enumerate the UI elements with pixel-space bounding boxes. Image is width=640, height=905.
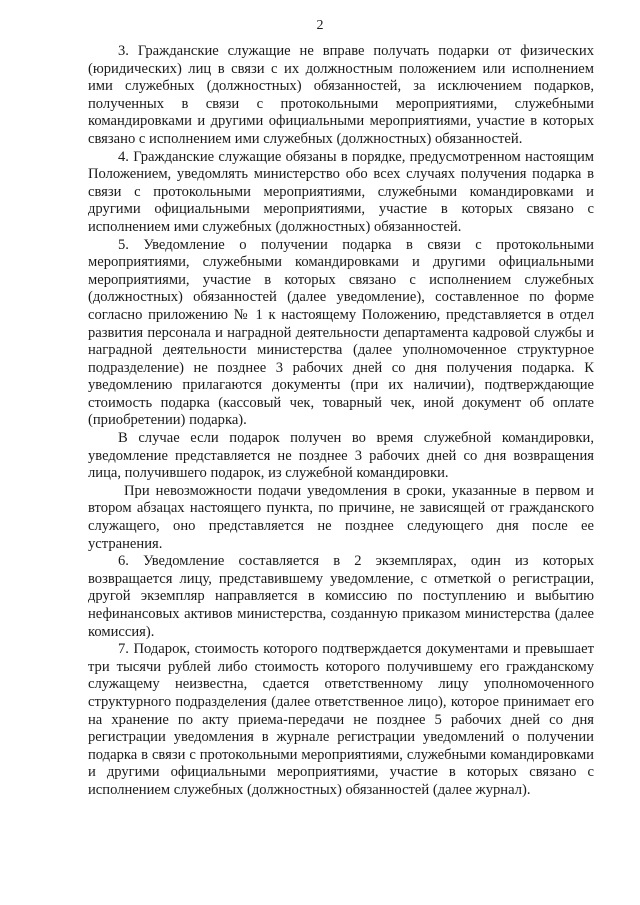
document-body [88,43,594,800]
paragraph-item-4: 4. Гражданские служащие обязаны в порядке, предусмотренном настоящим Положением, уведомлять министерство обо всех случаях получения подарка в связи с протокольными мероприятиями, служебными командировками и другими официальными мероприятиями, участие в которых связано с исполнением ими служебных (должностных) обязанностей. [88,148,594,235]
paragraph-item-7: 7. Подарок, стоимость которого подтверждается документами и превышает три тысячи рублей либо стоимость которого получившему его гражданскому служащему неизвестна, сдается ответственному лицу уполномоченного структурного подразделения (далее ответственное лицо), которое принимает его на хранение по акту приема-передачи не позднее 5 рабочих дней со дня регистрации уведомления в журнале регистрации уведомлений о получении подарка в связи с протокольными мероприятиями, служебными командировками и другими официальными мероприятиями, участие в которых связано с исполнением служебных (должностных) обязанностей (далее журнал). [88,641,594,798]
paragraph-item-5: 5. Уведомление о получении подарка в связи с протокольными мероприятиями, служебными командировками и другими официальными мероприятиями, участие в которых связано с исполнением служебных (должностных) обязанностей (далее уведомление), составленное по форме согласно приложению № 1 к настоящему Положению, представляется в отдел развития персонала и наградной деятельности департамента кадровой службы и наградной деятельности министерства (далее уполномоченное структурное подразделение) не позднее 3 рабочих дней со дня получения подарка. К уведомлению прилагаются документы (при их наличии), подтверждающие стоимость подарка (кассовый чек, товарный чек, иной документ об оплате (приобретении) подарка). [88,236,594,429]
page-number: 2 [316,18,324,33]
paragraph-business-trip: В случае если подарок получен во время служебной командировки, уведомление представляется не позднее 3 рабочих дней со дня возвращения лица, получившего подарок, из служебной командировки. [88,430,594,482]
paragraph-item-6: 6. Уведомление составляется в 2 экземплярах, один из которых возвращается лицу, представившему уведомление, с отметкой о регистрации, другой экземпляр направляется в комиссию по поступлению и выбытию нефинансовых активов министерства, созданную приказом министерства (далее комиссия). [88,553,594,640]
paragraph-impossibility: При невозможности подачи уведомления в сроки, указанные в первом и втором абзацах настоящего пункта, по причине, не зависящей от гражданского служащего, оно представляется не позднее следующего дня после ее устранения. [88,482,594,552]
paragraph-item-3: 3. Гражданские служащие не вправе получать подарки от физических (юридических) лиц в связи с их должностным положением или исполнением ими служебных (должностных) обязанностей, за исключением подарков, полученных в связи с протокольными мероприятиями, служебными командировками и другими официальными мероприятиями, участие в которых связано с исполнением ими служебных (должностных) обязанностей. [88,43,594,147]
